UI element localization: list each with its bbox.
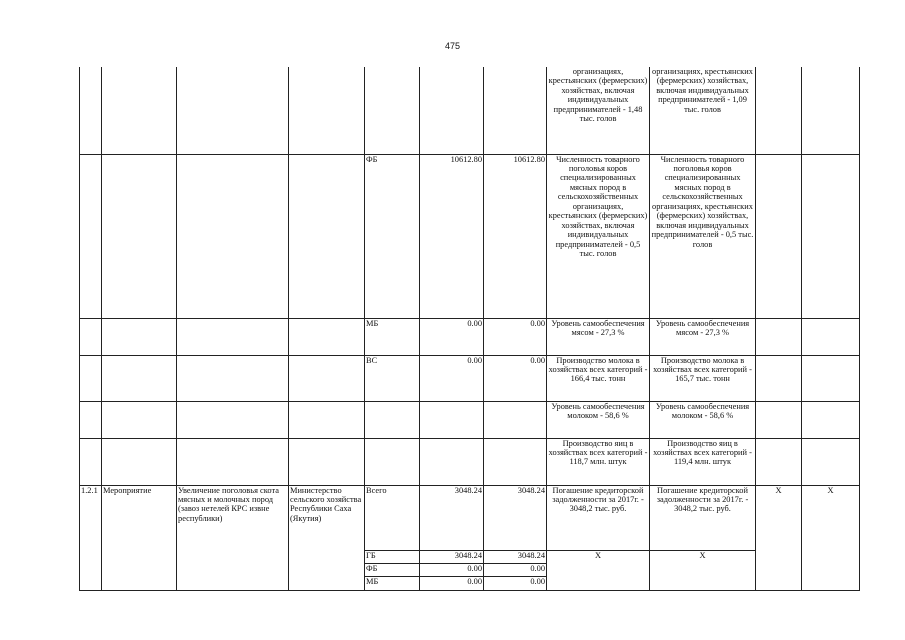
indicator-cell: Погашение кредиторской задолженности за 2017г. - 3048,2 тыс. руб.: [650, 485, 756, 550]
indicator-cell: Уровень самообеспечения молоком - 58,6 %: [547, 401, 650, 438]
amount-cell: 0.00: [484, 355, 547, 401]
activity-name: Увеличение поголовья скота мясных и молочных пород (завоз нетелей КРС извне республики): [177, 485, 289, 590]
amount-cell: 0.00: [484, 318, 547, 355]
page-number: 475: [444, 41, 461, 51]
table-row: [80, 67, 860, 154]
mark-cell: X: [802, 485, 860, 590]
indicator-cell: Производство яиц в хозяйствах всех категорий - 118,7 млн. штук: [547, 438, 650, 485]
mark-cell: X: [756, 485, 802, 590]
table-row: [80, 318, 860, 355]
source-cell: МБ: [365, 576, 420, 590]
activity-type: Мероприятие: [102, 485, 177, 590]
amount-cell: 10612.80: [484, 154, 547, 318]
amount-cell: 0.00: [420, 576, 484, 590]
table-row: [80, 355, 860, 401]
indicator-cell: Уровень самообеспечения мясом - 27,3 %: [547, 318, 650, 355]
indicator-cell: Погашение кредиторской задолженности за 2017г. - 3048,2 тыс. руб.: [547, 485, 650, 550]
indicator-cell: Уровень самообеспечения мясом - 27,3 %: [650, 318, 756, 355]
indicator-cell: Численность товарного поголовья коров специализированных мясных пород в сельскохозяйственных организациях, крестьянских (фермерских) хозяйствах, включая индивидуальных предпринимателей - 0,5 тыс. голов: [650, 154, 756, 318]
activity-number: 1.2.1: [80, 485, 102, 590]
amount-cell: 0.00: [420, 355, 484, 401]
activity-executor: Министерство сельского хозяйства Республики Саха (Якутия): [289, 485, 365, 590]
source-cell: ВС: [365, 355, 420, 401]
source-cell: ФБ: [365, 563, 420, 576]
amount-cell: 0.00: [420, 563, 484, 576]
amount-cell: 0.00: [420, 318, 484, 355]
amount-cell: 3048.24: [420, 485, 484, 550]
indicator-cell: Производство яиц в хозяйствах всех категорий - 119,4 млн. штук: [650, 438, 756, 485]
indicator-cell: X: [650, 550, 756, 590]
table-row: [80, 485, 860, 550]
amount-cell: 10612.80: [420, 154, 484, 318]
source-cell: ФБ: [365, 154, 420, 318]
amount-cell: 0.00: [484, 576, 547, 590]
source-cell: Всего: [365, 485, 420, 550]
amount-cell: 3048.24: [484, 550, 547, 563]
indicator-cell: организациях, крестьянских (фермерских) хозяйствах, включая индивидуальных предпринимателей - 1,09 тыс. голов: [650, 67, 756, 154]
indicator-cell: Производство молока в хозяйствах всех категорий - 166,4 тыс. тонн: [547, 355, 650, 401]
source-cell: ГБ: [365, 550, 420, 563]
indicator-cell: Уровень самообеспечения молоком - 58,6 %: [650, 401, 756, 438]
indicator-cell: Производство молока в хозяйствах всех категорий - 165,7 тыс. тонн: [650, 355, 756, 401]
indicator-cell: организациях, крестьянских (фермерских) хозяйствах, включая индивидуальных предпринимателей - 1,48 тыс. голов: [547, 67, 650, 154]
amount-cell: 3048.24: [484, 485, 547, 550]
table-row: [80, 154, 860, 318]
table-row: [80, 438, 860, 485]
amount-cell: 3048.24: [420, 550, 484, 563]
indicator-cell: X: [547, 550, 650, 590]
source-cell: МБ: [365, 318, 420, 355]
budget-table: [79, 67, 860, 591]
table-row: [80, 401, 860, 438]
amount-cell: 0.00: [484, 563, 547, 576]
indicator-cell: Численность товарного поголовья коров специализированных мясных пород в сельскохозяйственных организациях, крестьянских (фермерских) хозяйствах, включая индивидуальных предпринимателей - 0,5 тыс. голов: [547, 154, 650, 318]
